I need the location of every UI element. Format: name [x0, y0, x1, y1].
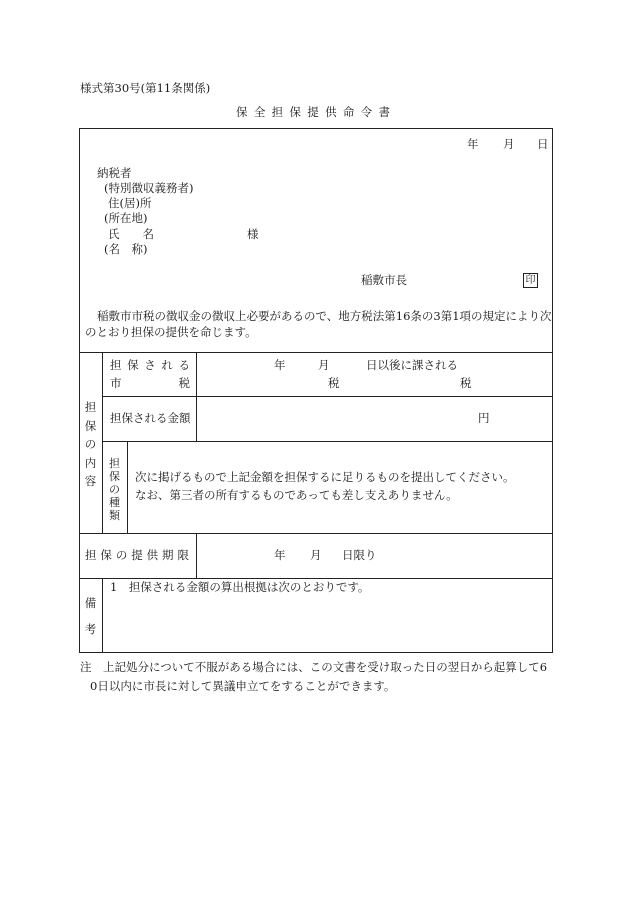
divider-type-label	[127, 441, 128, 533]
collateral-type-label: 担 保 の 種 類	[109, 457, 120, 522]
date-month: 月	[503, 137, 515, 151]
divider-amount-row	[102, 441, 553, 442]
deadline-year: 年	[274, 548, 286, 562]
date-day: 日	[537, 137, 549, 151]
tax-value-zei-2: 税	[460, 376, 472, 390]
sama-label: 様	[247, 227, 259, 241]
tax-value-month: 月	[318, 358, 330, 372]
tax-label-line1: 担 保 さ れ る	[110, 358, 190, 372]
collateral-content-label: 担 保 の 内 容	[84, 400, 97, 488]
tax-label-line2: 市 税	[110, 376, 190, 390]
divider-content-end	[79, 533, 553, 534]
tax-value-after: 日以後に課される	[366, 358, 458, 372]
location-label: (所在地)	[104, 211, 148, 225]
divider-content-label	[102, 352, 103, 533]
body-line-1: 稲敷市市税の徴収金の徴収上必要があるので、地方税法第16条の3第1項の規定により次	[97, 309, 552, 323]
name-label: 氏 名	[108, 227, 154, 241]
deadline-label: 担 保 の 提 供 期 限	[85, 548, 189, 562]
remarks-label: 備 考	[84, 596, 97, 636]
address-label: 住(居)所	[108, 196, 152, 210]
type-line-1: 次に掲げるもので上記金額を担保するに足りるものを提出してください。	[135, 470, 515, 484]
date-year: 年	[467, 137, 479, 151]
note-line-1: 注 上記処分について不服がある場合には、この文書を受け取った日の翌日から起算して6	[80, 660, 548, 674]
divider-label-value	[196, 352, 197, 441]
document-title: 保 全 担 保 提 供 命 令 書	[236, 105, 390, 119]
type-line-2: なお、第三者の所有するものであっても差し支えありません。	[135, 488, 458, 502]
tax-value-zei-1: 税	[328, 376, 340, 390]
tax-value-year: 年	[274, 358, 286, 372]
seal-icon: 印	[523, 273, 538, 288]
remarks-item-1: 1 担保される金額の算出根拠は次のとおりです。	[110, 580, 370, 594]
special-collector-label: (特別徴収義務者)	[104, 181, 194, 195]
divider-tax-row	[102, 396, 553, 397]
deadline-suffix: 日限り	[342, 548, 377, 562]
amount-unit: 円	[478, 411, 490, 425]
deadline-month: 月	[310, 548, 322, 562]
divider-deadline	[196, 533, 197, 578]
divider-header-end	[79, 352, 553, 353]
divider-deadline-end	[79, 578, 553, 579]
divider-remarks	[102, 578, 103, 653]
form-number: 様式第30号(第11条関係)	[80, 81, 211, 95]
amount-label: 担保される金額	[110, 411, 191, 425]
body-line-2: のとおり担保の提供を命じます。	[85, 325, 257, 339]
corp-name-label: (名 称)	[104, 242, 148, 256]
note-line-2: 0日以内に市長に対して異議申立てをすることができます。	[90, 679, 396, 693]
taxpayer-label: 納税者	[97, 166, 132, 180]
issuer-mayor: 稲敷市長	[361, 273, 407, 287]
